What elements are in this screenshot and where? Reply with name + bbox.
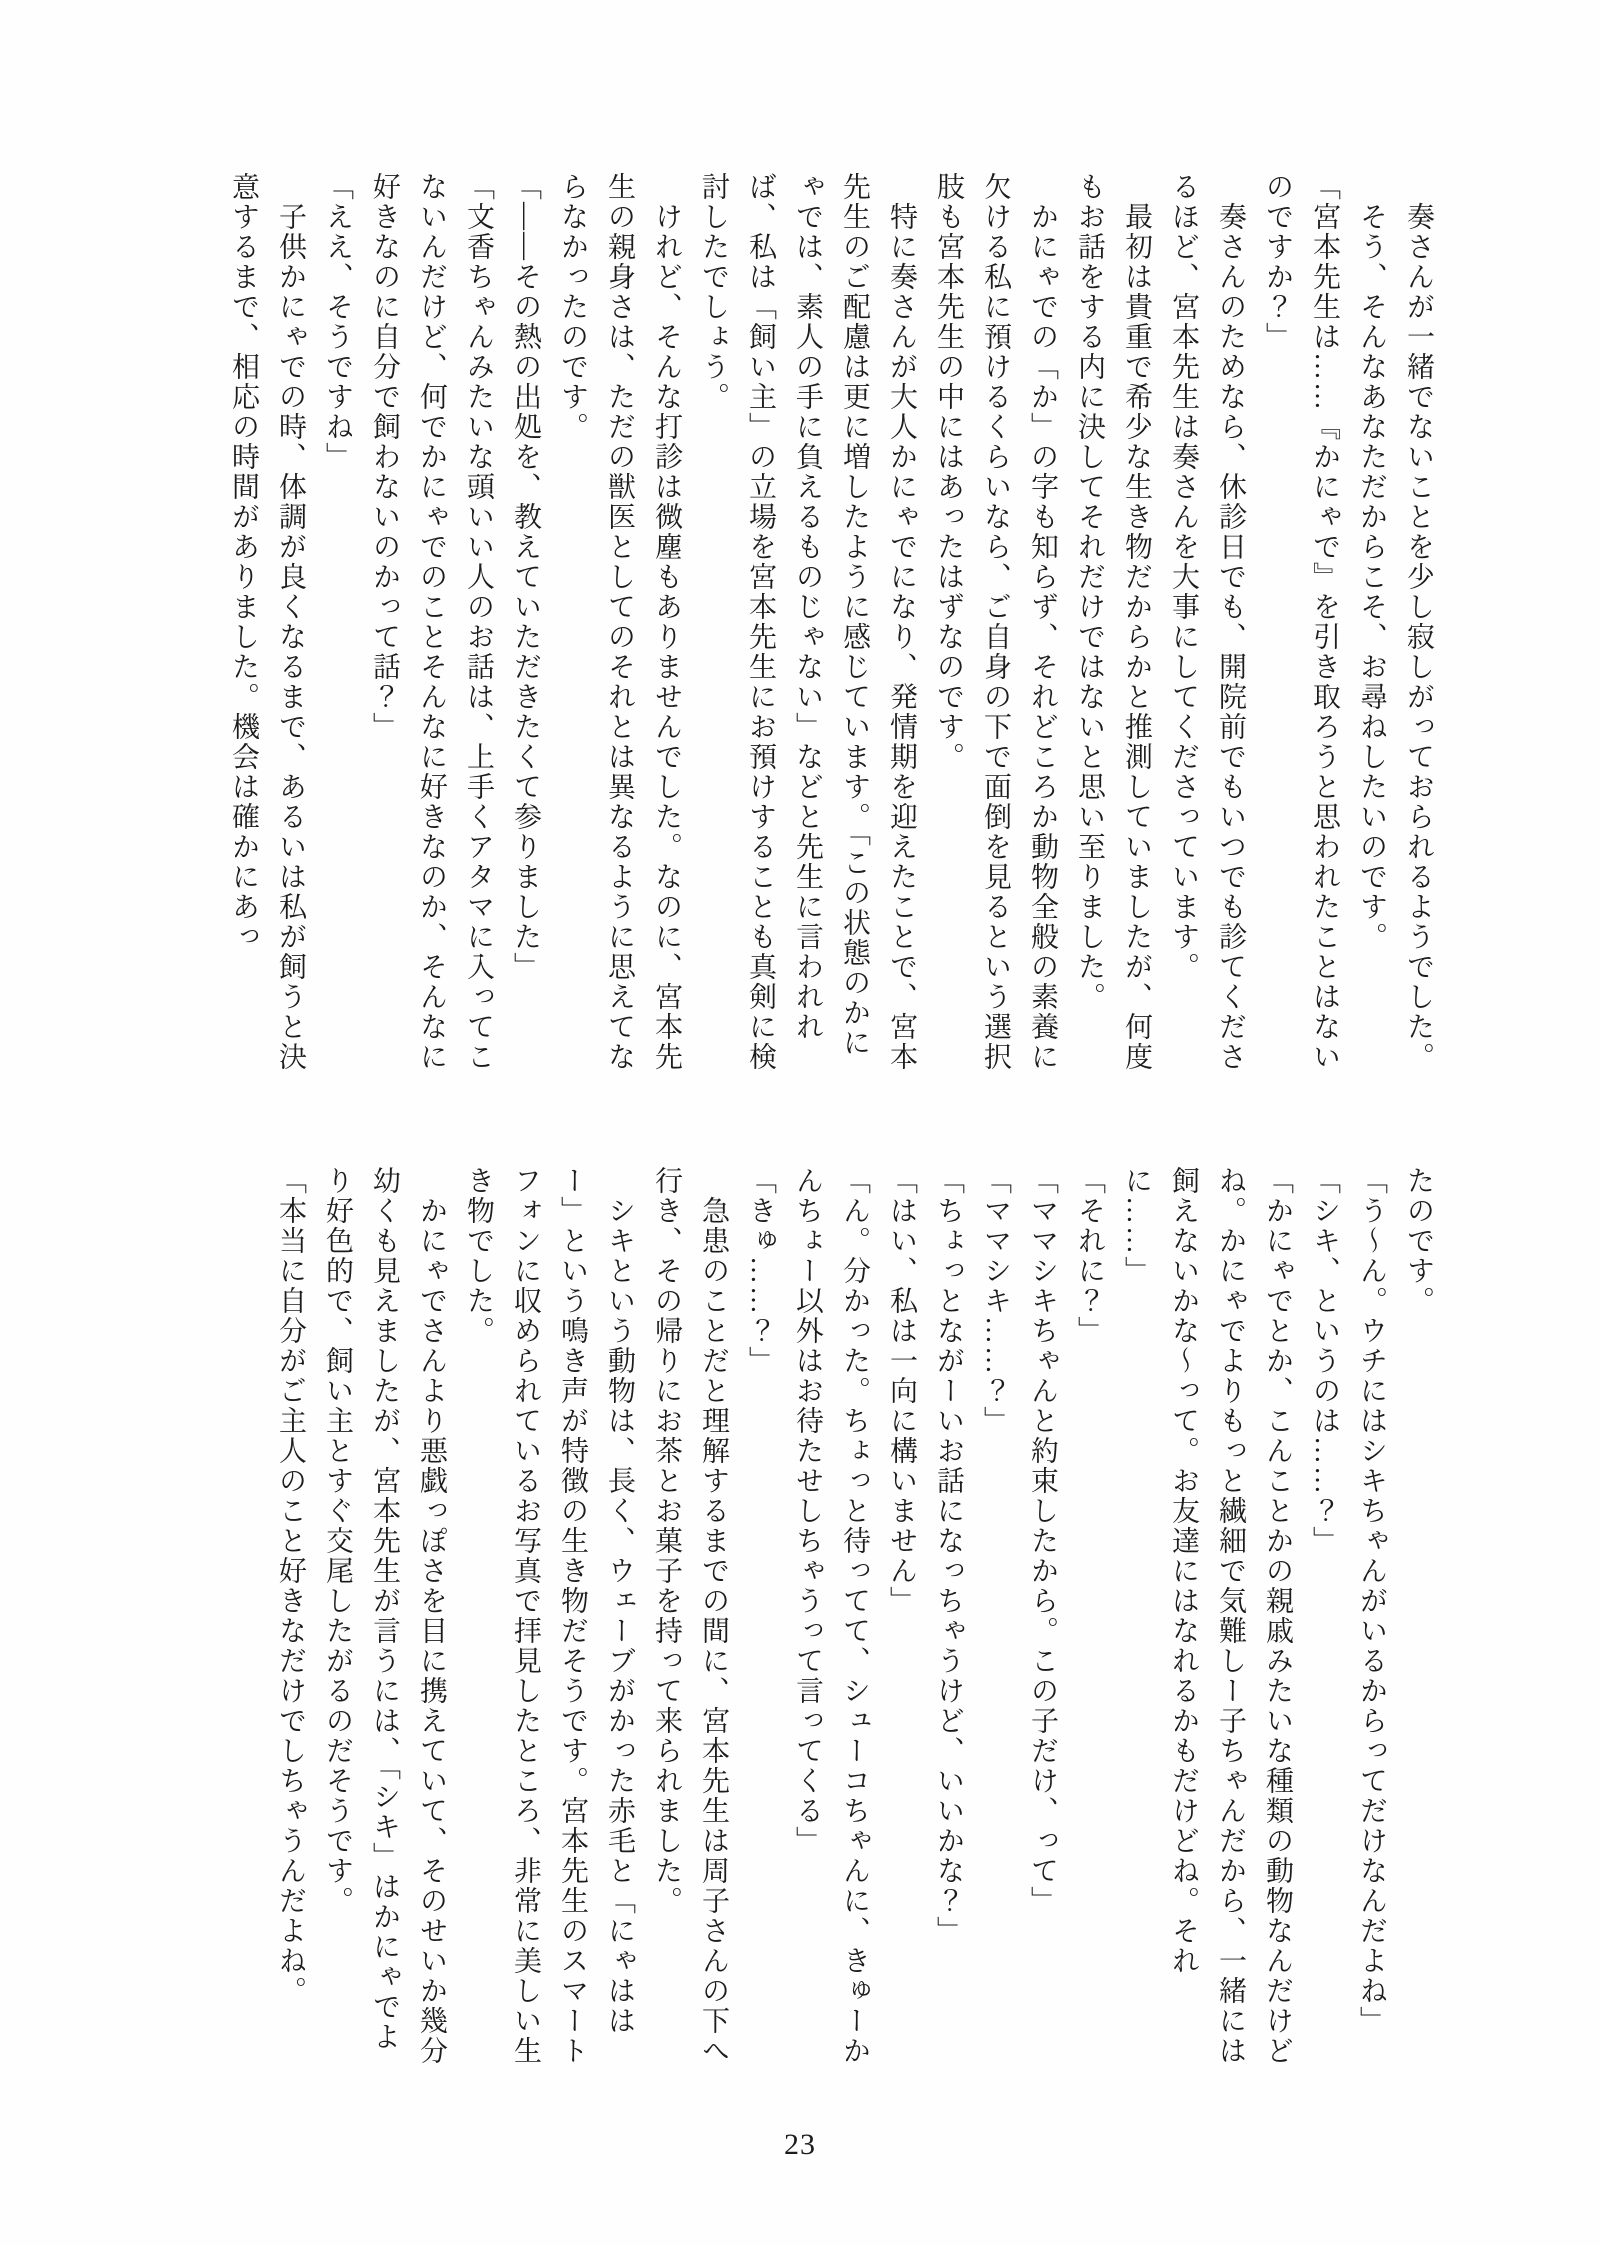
page-number: 23 — [784, 2128, 816, 2161]
text-block-bottom — [267, 1166, 1442, 2078]
paragraph: 「きゅ……？」 — [745, 1166, 776, 1376]
paragraph: 「それに？」 — [1074, 1166, 1105, 1346]
paragraph: 「――その熱の出処を、教えていただきたくて参りました」 — [510, 172, 541, 982]
paragraph: 「ん。分かった。ちょっと待ってて、シューコちゃんに、きゅーかんちょー以外はお待たせしちゃうって言ってくる」 — [792, 1166, 870, 2066]
paragraph: 「ママシキちゃんと約束したから。この子だけ、って」 — [1027, 1166, 1058, 1916]
paragraph: そう、そんなあなただからこそ、お尋ねしたいのです。 — [1356, 172, 1387, 952]
paragraph: 「宮本先生は……『かにゃで』を引き取ろうと思われたことはないのですか？」 — [1262, 172, 1340, 1072]
paragraph: 「ええ、そうですね」 — [322, 172, 353, 472]
paragraph: 「ママシキ……？」 — [980, 1166, 1011, 1436]
paragraph: シキという動物は、長く、ウェーブがかった赤毛と「にゃははー」という鳴き声が特徴の生き物だそうです。宮本先生のスマートフォンに収められているお写真で拝見したところ、非常に美しい生き物でした。 — [463, 1166, 635, 2066]
paragraph: 「本当に自分がご主人のこと好きなだけでしちゃうんだよね。 — [275, 1166, 306, 2006]
paragraph: かにゃでさんより悪戯っぽさを目に携えていて、そのせいか幾分幼くも見えましたが、宮本先生が言うには、「シキ」はかにゃでより好色的で、飼い主とすぐ交尾したがるのだそうです。 — [322, 1166, 447, 2066]
paragraph: 最初は貴重で希少な生き物だからかと推測していましたが、何度もお話をする内に決してそれだけではないと思い至りました。 — [1074, 172, 1152, 1072]
paragraph: 急患のことだと理解するまでの間に、宮本先生は周子さんの下へ行き、その帰りにお茶とお菓子を持って来られました。 — [651, 1166, 729, 2066]
paragraph: 「かにゃでとか、こんことかの親戚みたいな種類の動物なんだけどね。かにゃでよりもっと繊細で気難しー子ちゃんだから、一緒には飼えないかな〜って。お友達にはなれるかもだけどね。それに……」 — [1121, 1166, 1293, 2066]
paragraph: けれど、そんな打診は微塵もありませんでした。なのに、宮本先生の親身さは、ただの獣医としてのそれとは異なるように思えてならなかったのです。 — [557, 172, 682, 1072]
paragraph: 奏さんのためなら、休診日でも、開院前でもいつでも診てくださるほど、宮本先生は奏さんを大事にしてくださっています。 — [1168, 172, 1246, 1072]
paragraph: 「ちょっとながーいお話になっちゃうけど、いいかな？」 — [933, 1166, 964, 1946]
paragraph: 特に奏さんが大人かにゃでになり、発情期を迎えたことで、宮本先生のご配慮は更に増したように感じています。「この状態のかにゃでは、素人の手に負えるものじゃない」などと先生に言われれば、私は「飼い主」の立場を宮本先生にお預けすることも真剣に検討したでしょう。 — [698, 172, 917, 1072]
paragraph: たのです。 — [1403, 1166, 1434, 1316]
paragraph: 「う〜ん。ウチにはシキちゃんがいるからってだけなんだよね」 — [1356, 1166, 1387, 2036]
paragraph: 奏さんが一緒でないことを少し寂しがっておられるようでした。 — [1403, 172, 1434, 1072]
paragraph: 「文香ちゃんみたいな頭いい人のお話は、上手くアタマに入ってこないんだけど、何でかにゃでのことそんなに好きなのか、そんなに好きなのに自分で飼わないのかって話？」 — [369, 172, 494, 1072]
paragraph: 「シキ、というのは……？」 — [1309, 1166, 1340, 1556]
paragraph: 「はい、私は一向に構いません」 — [886, 1166, 917, 1616]
text-block-top — [220, 172, 1442, 1084]
paragraph: 子供かにゃでの時、体調が良くなるまで、あるいは私が飼うと決意するまで、相応の時間がありました。機会は確かにあっ — [228, 172, 306, 1072]
paragraph: かにゃでの「か」の字も知らず、それどころか動物全般の素養に欠ける私に預けるくらいなら、ご自身の下で面倒を見るという選択肢も宮本先生の中にはあったはずなのです。 — [933, 172, 1058, 1072]
